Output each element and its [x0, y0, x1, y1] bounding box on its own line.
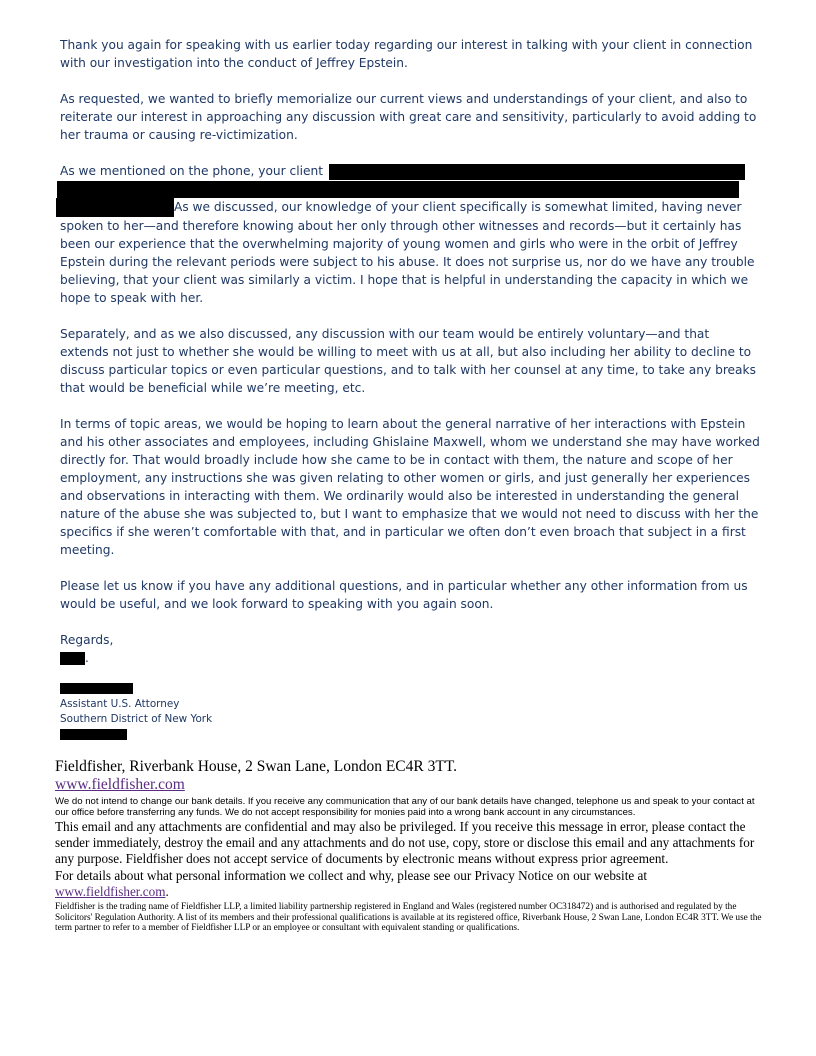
paragraph-client-intro: As we mentioned on the phone, your client	[60, 164, 324, 178]
footer-privacy-end: .	[165, 884, 169, 899]
fieldfisher-footer	[55, 757, 767, 934]
redaction-box	[60, 729, 127, 740]
paragraph-thanks: Thank you again for speaking with us earlier today regarding our interest in talking with your client in connection with our investigation into the conduct of Jeffrey Epstein.	[60, 38, 753, 70]
redaction-box	[56, 198, 174, 217]
paragraph-voluntary: Separately, and as we also discussed, any discussion with our team would be entirely voluntary—and that extends not just to whether she would be willing to meet with us at all, but also including her ability to decline to discuss particular topics or even particular questions, and to talk with her counsel at any time, to take any breaks that would be beneficial while we’re meeting, etc.	[60, 327, 756, 395]
initial-suffix: .	[85, 651, 89, 665]
footer-legal-notice: Fieldfisher is the trading name of Fieldfisher LLP, a limited liability partnership registered in England and Wales (registered number OC318472) and is authorised and regulated by the Solicitors' Regulation Authority. A list of its members and their professional qualifications is available at its registered office, Riverbank House, 2 Swan Lane, London EC4R 3TT. We use the term partner to refer to a member of Fieldfisher LLP or an employee or consultant with equivalent standing or qualifications.	[55, 902, 762, 933]
signer-title: Assistant U.S. Attorney	[60, 698, 180, 710]
paragraph-memorialize: As requested, we wanted to briefly memorialize our current views and understandings of your client, and also to reiterate our interest in approaching any discussion with great care and sensitivity, particularly to avoid adding to her trauma or causing re-victimization.	[60, 92, 757, 142]
signer-office: Southern District of New York	[60, 713, 213, 725]
footer-website-link[interactable]: www.fieldfisher.com	[55, 776, 185, 793]
footer-address: Fieldfisher, Riverbank House, 2 Swan Lane, London EC4R 3TT.	[55, 758, 458, 775]
redaction-box	[60, 652, 85, 665]
signature-block	[60, 631, 760, 740]
paragraph-client-body: As we discussed, our knowledge of your client specifically is somewhat limited, having never spoken to her—and therefore knowing about her only through other witnesses and records—but it certainly has been our experience that the overwhelming majority of young women and girls who were in the orbit of Jeffrey Epstein during the relevant periods were subject to his abuse. It does not surprise us, nor do we have any trouble believing, that your client was similarly a victim. I hope that is helpful in understanding the capacity in which we hope to speak with her.	[60, 200, 755, 305]
footer-privacy-text: For details about what personal information we collect and why, please see our Privacy Notice on our website at	[55, 868, 648, 883]
email-body	[60, 36, 760, 740]
footer-confidentiality: This email and any attachments are confidential and may also be privileged. If you receive this message in error, please contact the sender immediately, destroy the email and any attachments and do not use, copy, store or disclose this email and any attachments for any purpose. Fieldfisher does not accept service of documents by electronic means without express prior agreement.	[55, 819, 755, 866]
closing-salutation: Regards,	[60, 633, 114, 647]
paragraph-topics: In terms of topic areas, we would be hoping to learn about the general narrative of her interactions with Epstein and his other associates and employees, including Ghislaine Maxwell, whom we understand she may have worked directly for. That would broadly include how she came to be in contact with them, the nature and scope of her employment, any instructions she was given relating to other women or girls, and just generally her experiences and observations in interacting with them. We ordinarily would also be interested in understanding the general nature of the abuse she was subjected to, but I want to emphasize that we would not need to discuss with her the specifics if she weren’t comfortable with that, and in particular we often don’t even broach that subject in a first meeting.	[60, 417, 760, 557]
redaction-box	[329, 164, 745, 180]
footer-privacy-link[interactable]: www.fieldfisher.com	[55, 884, 166, 899]
redaction-box	[57, 181, 739, 198]
redaction-box	[60, 683, 133, 694]
paragraph-closing: Please let us know if you have any additional questions, and in particular whether any other information from us would be useful, and we look forward to speaking with you again soon.	[60, 579, 748, 611]
footer-bank-notice: We do not intend to change our bank details. If you receive any communication that any of our bank details have changed, telephone us and speak to your contact at our office before transferring any funds. We do not accept responsibility for monies paid into a wrong bank account in any circumstances.	[55, 796, 755, 818]
footer-privacy	[55, 868, 767, 900]
paragraph-client	[60, 162, 760, 307]
